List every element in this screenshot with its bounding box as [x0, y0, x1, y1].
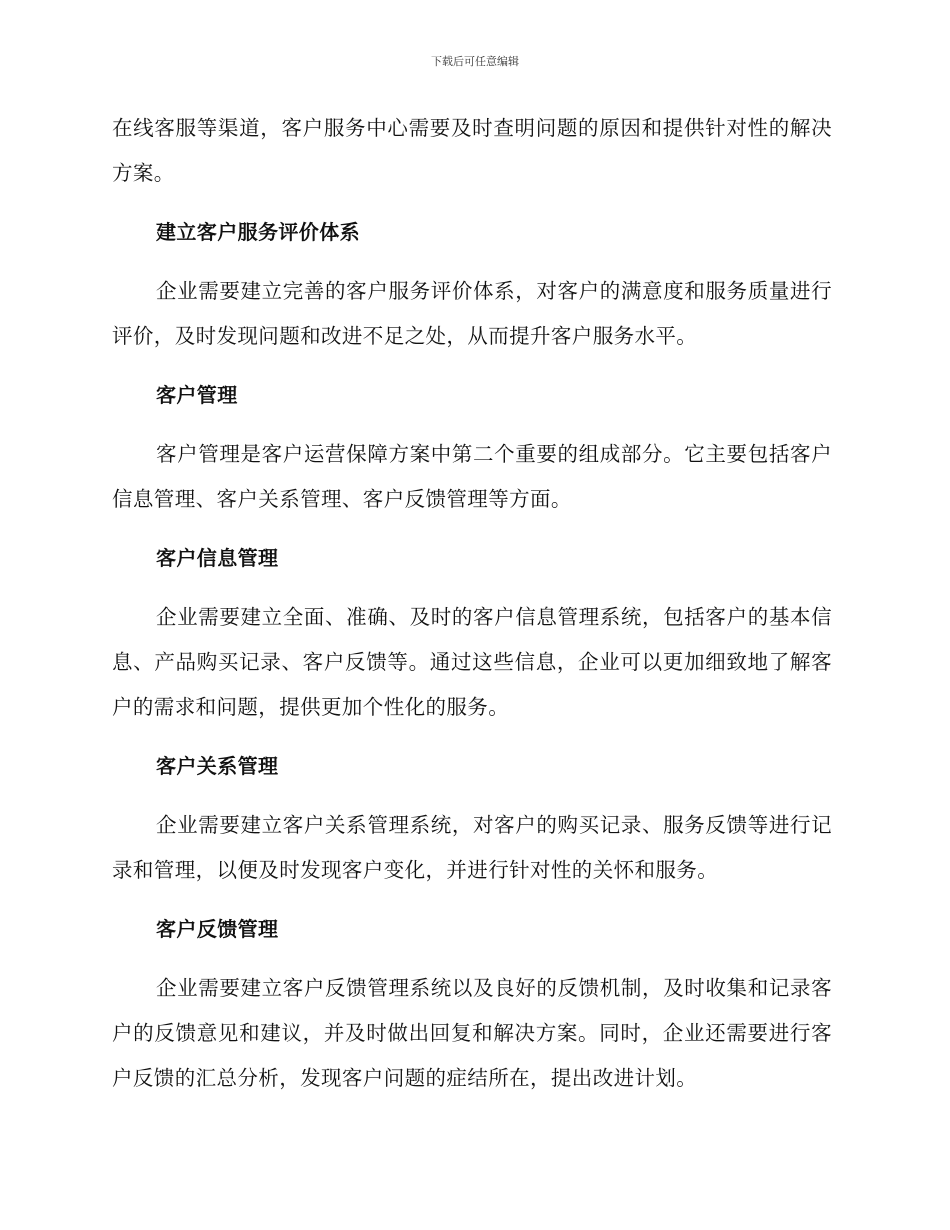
section-heading: 客户管理: [156, 383, 238, 407]
page-header: 下载后可任意编辑: [431, 55, 519, 68]
section-heading: 客户信息管理: [156, 546, 279, 570]
section-paragraph: 企业需要建立客户关系管理系统，对客户的购买记录、服务反馈等进行记录和管理，以便及时发现客户变化，并进行针对性的关怀和服务。: [112, 813, 832, 882]
section-service-evaluation: [112, 210, 832, 359]
section-customer-info-management: [112, 536, 832, 730]
section-paragraph: 企业需要建立客户反馈管理系统以及良好的反馈机制，及时收集和记录客户的反馈意见和建议，并及时做出回复和解决方案。同时，企业还需要进行客户反馈的汇总分析，发现客户问题的症结所在，提出改进计划。: [112, 976, 832, 1090]
section-customer-relationship-management: [112, 744, 832, 893]
section-heading: 客户关系管理: [156, 754, 279, 778]
section-customer-feedback-management: [112, 907, 832, 1101]
section-paragraph: 客户管理是客户运营保障方案中第二个重要的组成部分。它主要包括客户信息管理、客户关系管理、客户反馈管理等方面。: [112, 442, 832, 511]
intro-paragraph: 在线客服等渠道，客户服务中心需要及时查明问题的原因和提供针对性的解决方案。: [112, 116, 832, 185]
section-heading: 建立客户服务评价体系: [156, 220, 360, 244]
document-body: [112, 106, 832, 1101]
section-heading: 客户反馈管理: [156, 917, 279, 941]
section-paragraph: 企业需要建立全面、准确、及时的客户信息管理系统，包括客户的基本信息、产品购买记录、客户反馈等。通过这些信息，企业可以更加细致地了解客户的需求和问题，提供更加个性化的服务。: [112, 605, 832, 719]
section-paragraph: 企业需要建立完善的客户服务评价体系，对客户的满意度和服务质量进行评价，及时发现问题和改进不足之处，从而提升客户服务水平。: [112, 279, 832, 348]
section-customer-management: [112, 373, 832, 522]
